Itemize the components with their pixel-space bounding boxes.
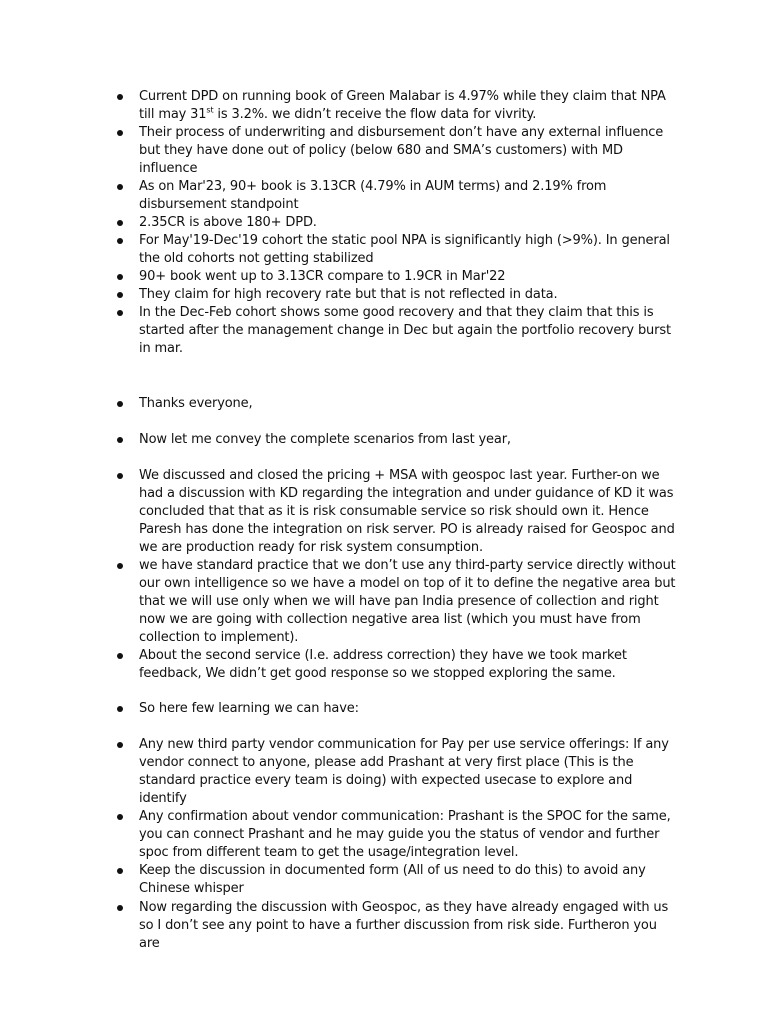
list-item-text: Any new third party vendor communication for Pay per use service offerings: If any vendor connect to anyone, please add Prashant at very first place (This is the standard practice every team is doing) with expected usecase to explore and identify [139, 737, 669, 806]
list-item [117, 899, 677, 953]
bullet-icon [117, 220, 123, 226]
list-item-text: 90+ book went up to 3.13CR compare to 1.9CR in Mar'22 [139, 269, 506, 284]
list-item [117, 395, 677, 413]
list-item [117, 736, 677, 808]
bullet-list-thanks [117, 395, 677, 413]
list-item-text: Current DPD on running book of Green Malabar is 4.97% while they claim that NPA till may 31 [139, 89, 666, 122]
list-item-text: As on Mar'23, 90+ book is 3.13CR (4.79% in AUM terms) and 2.19% from disbursement standpoint [139, 179, 607, 212]
bullet-icon [117, 292, 123, 298]
bullet-list-intro [117, 431, 677, 449]
bullet-icon [117, 130, 123, 136]
list-item-text: Keep the discussion in documented form (All of us need to do this) to avoid any Chinese whisper [139, 863, 646, 896]
bullet-icon [117, 868, 123, 874]
bullet-icon [117, 437, 123, 443]
bullet-icon [117, 473, 123, 479]
list-item [117, 647, 677, 683]
list-item-text: Now let me convey the complete scenarios from last year, [139, 432, 511, 447]
bullet-icon [117, 563, 123, 569]
list-item [117, 286, 677, 304]
list-item-text: we have standard practice that we don’t use any third-party service directly without our own intelligence so we have a model on top of it to define the negative area but that we will use only when we will have pan India presence of collection and right now we are going with collection negative area list (which you must have from collection to implement). [139, 558, 676, 645]
list-item-text: Any confirmation about vendor communication: Prashant is the SPOC for the same, you can connect Prashant and he may guide you the status of vendor and further spoc from different team to get the usage/integration level. [139, 809, 671, 860]
bullet-list-learning-intro [117, 700, 677, 718]
list-item-text: For May'19-Dec'19 cohort the static pool NPA is significantly high (>9%). In general the old cohorts not getting stabilized [139, 233, 670, 266]
bullet-list-geospoc [117, 899, 677, 953]
list-item [117, 431, 677, 449]
bullet-icon [117, 94, 123, 100]
list-item-text: So here few learning we can have: [139, 701, 359, 716]
bullet-icon [117, 653, 123, 659]
superscript-text: st [206, 105, 214, 115]
bullet-icon [117, 706, 123, 712]
list-item-text: 2.35CR is above 180+ DPD. [139, 215, 317, 230]
bullet-icon [117, 184, 123, 190]
bullet-icon [117, 905, 123, 911]
list-item-text: Thanks everyone, [139, 396, 253, 411]
bullet-icon [117, 274, 123, 280]
list-item [117, 124, 677, 178]
list-item [117, 88, 677, 124]
list-item-text: They claim for high recovery rate but that is not reflected in data. [139, 287, 558, 302]
bullet-list-findings [117, 88, 677, 358]
list-item [117, 232, 677, 268]
bullet-icon [117, 814, 123, 820]
list-item-text: We discussed and closed the pricing + MSA with geospoc last year. Further-on we had a discussion with KD regarding the integration and under guidance of KD it was concluded that that as it is risk consumable service so risk should own it. Hence Paresh has done the integration on risk server. PO is already raised for Geospoc and we are production ready for risk system consumption. [139, 468, 675, 555]
list-item-text: About the second service (I.e. address correction) they have we took market feedback, We didn’t get good response so we stopped exploring the same. [139, 648, 627, 681]
list-item [117, 467, 677, 557]
bullet-icon [117, 742, 123, 748]
list-item [117, 700, 677, 718]
bullet-icon [117, 401, 123, 407]
list-item-text: is 3.2%. we didn’t receive the flow data for vivrity. [213, 107, 537, 122]
list-item-text: Their process of underwriting and disbursement don’t have any external influence but they have done out of policy (below 680 and SMA’s customers) with MD influence [139, 125, 664, 176]
list-item [117, 862, 677, 898]
list-item [117, 214, 677, 232]
list-item-text: Now regarding the discussion with Geospoc, as they have already engaged with us so I don’t see any point to have a further discussion from risk side. Furtheron you are [139, 900, 669, 951]
list-item [117, 808, 677, 862]
bullet-list-learnings [117, 736, 677, 898]
bullet-list-scenarios [117, 467, 677, 683]
list-item [117, 268, 677, 286]
list-item [117, 304, 677, 358]
list-item-text: In the Dec-Feb cohort shows some good recovery and that they claim that this is started after the management change in Dec but again the portfolio recovery burst in mar. [139, 305, 671, 356]
bullet-icon [117, 238, 123, 244]
list-item [117, 557, 677, 647]
list-item [117, 178, 677, 214]
bullet-icon [117, 310, 123, 316]
